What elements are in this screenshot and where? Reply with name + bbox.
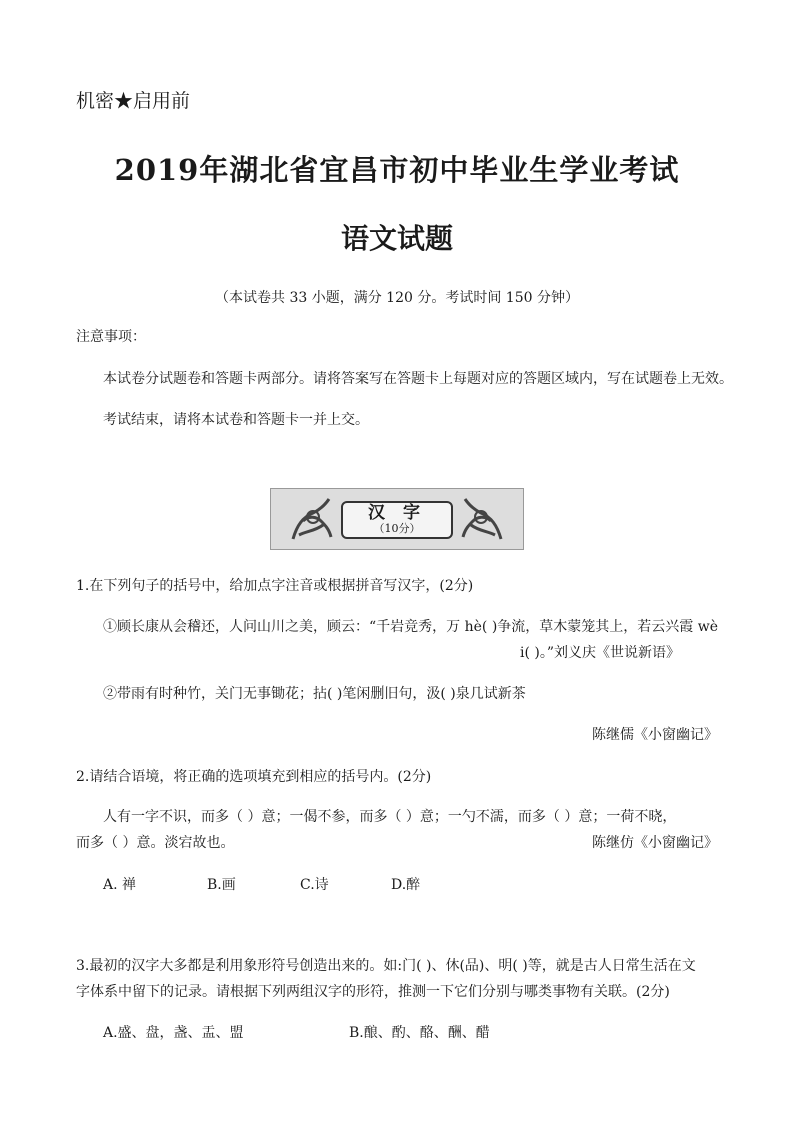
exam-title: 2019年湖北省宜昌市初中毕业生学业考试 bbox=[114, 153, 680, 187]
section-name: 汉 字 bbox=[368, 503, 426, 523]
notice-line-1: 本试卷分试题卷和答题卡两部分。请将答案写在答题卡上每题对应的答题区域内，写在试题卷上无效。 bbox=[103, 371, 733, 387]
section-score: （10分） bbox=[373, 522, 421, 535]
q2-line-2: 而多（ ）意。淡宕故也。 bbox=[76, 835, 235, 851]
q1-item-1-line-2: i( )。”刘义庆《世说新语》 bbox=[520, 645, 681, 661]
q3-line-1: 3.最初的汉字大多都是利用象形符号创造出来的。如:门( )、休(品)、明( )等，就是古人日常生活在文 bbox=[76, 958, 696, 974]
left-dragon-ornament bbox=[289, 495, 335, 545]
exam-subtitle: 语文试题 bbox=[340, 222, 453, 255]
section-banner bbox=[270, 488, 524, 550]
q2-option-c: C.诗 bbox=[300, 877, 329, 893]
notice-heading: 注意事项： bbox=[76, 329, 146, 345]
q1-source: 陈继儒《小窗幽记》 bbox=[592, 727, 718, 743]
q1-stem: 1.在下列句子的括号中，给加点字注音或根据拼音写汉字，(2分) bbox=[76, 578, 474, 594]
q1-item-2: ②带雨有时种竹，关门无事锄花；拈( )笔闲删旧句，汲( )泉几试新茶 bbox=[103, 686, 526, 702]
q2-source: 陈继仿《小窗幽记》 bbox=[592, 835, 718, 851]
q3-group-a: A.盛、盘，盏、盂、盟 bbox=[103, 1025, 244, 1041]
q2-line-1: 人有一字不识，而多（ ）意；一偈不参，而多（ ）意；一勺不濡，而多（ ）意；一荷不晓， bbox=[103, 809, 677, 825]
q3-line-2: 字体系中留下的记录。请根据下列两组汉字的形符，推测一下它们分别与哪类事物有关联。(2分) bbox=[76, 984, 670, 1000]
q1-item-1-line-1: ①顾长康从会稽还，人问山川之美，顾云：“千岩竞秀，万 hè( )争流，草木蒙笼其上，若云兴霞 wè bbox=[103, 619, 718, 635]
q2-option-d: D.醉 bbox=[391, 877, 421, 893]
q2-stem: 2.请结合语境，将正确的选项填充到相应的括号内。(2分) bbox=[76, 769, 432, 785]
confidential-label: 机密★启用前 bbox=[76, 90, 191, 112]
notice-line-2: 考试结束，请将本试卷和答题卡一并上交。 bbox=[103, 412, 369, 428]
right-dragon-ornament bbox=[459, 495, 505, 545]
section-label-frame bbox=[341, 501, 453, 539]
q2-option-a: A. 禅 bbox=[103, 877, 137, 893]
exam-info: （本试卷共 33 小题，满分 120 分。考试时间 150 分钟） bbox=[215, 290, 579, 306]
q2-option-b: B.画 bbox=[207, 877, 236, 893]
q3-group-b: B.酿、酌、酪、酬、醋 bbox=[349, 1025, 490, 1041]
